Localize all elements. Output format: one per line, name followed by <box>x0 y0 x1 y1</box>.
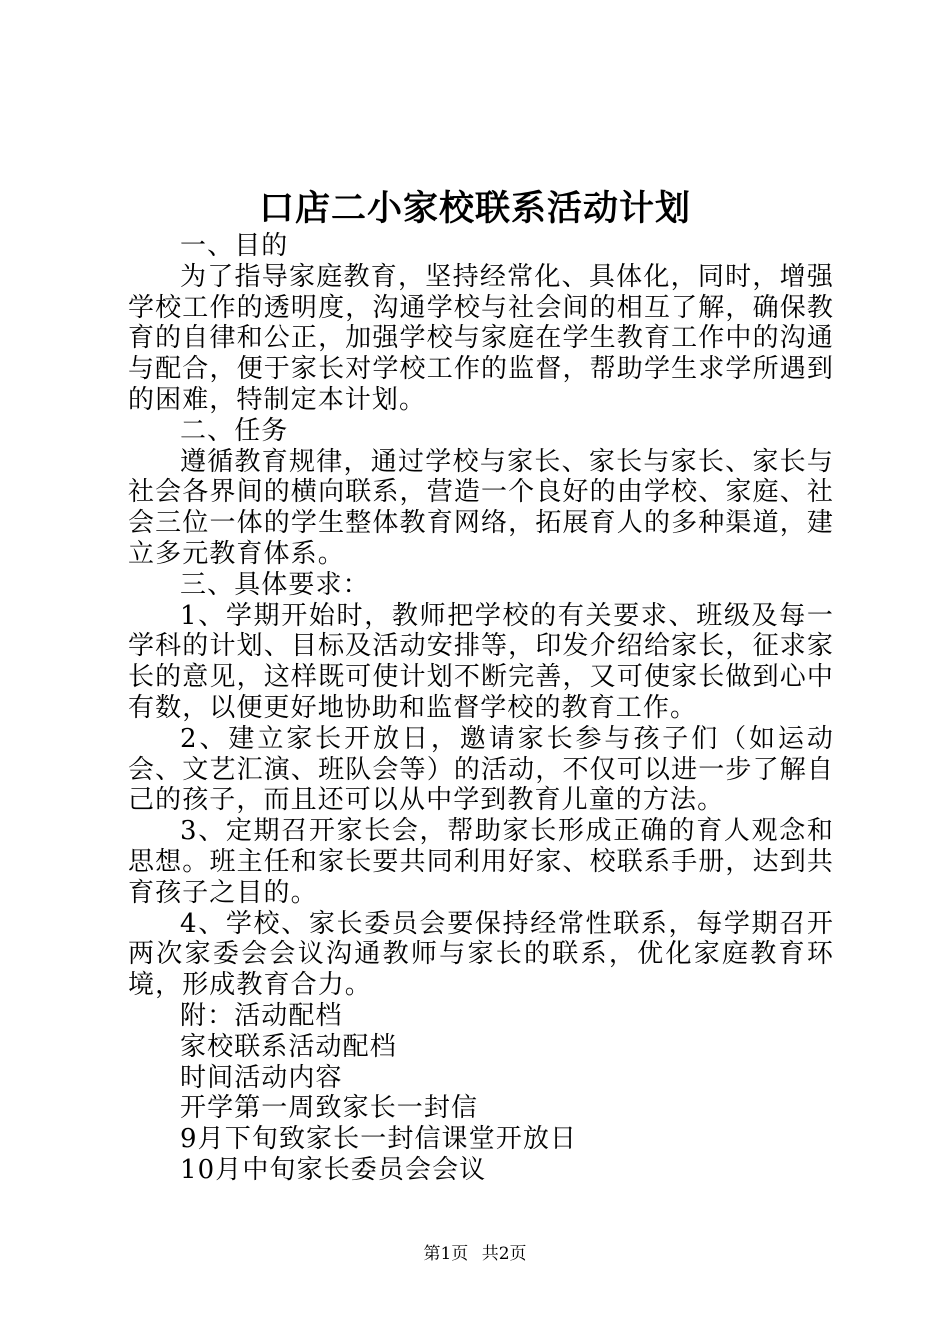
paragraph-purpose: 为了指导家庭教育，坚持经常化、具体化，同时，增强学校工作的透明度，沟通学校与社会间的相互了解，确保教育的自律和公正，加强学校与家庭在学生教育工作中的沟通与配合，便于家长对学校工作的监督，帮助学生求学所遇到的困难，特制定本计划。 <box>128 261 834 415</box>
appendix-table-header: 时间活动内容 <box>180 1062 343 1093</box>
appendix-heading: 附：活动配档 <box>180 1000 343 1031</box>
appendix-row: 开学第一周致家长一封信 <box>180 1093 479 1124</box>
paragraph-tasks: 遵循教育规律，通过学校与家长、家长与家长、家长与社会各界间的横向联系，营造一个良好的由学校、家庭、社会三位一体的学生整体教育网络，拓展育人的多种渠道，建立多元教育体系。 <box>128 446 834 569</box>
section-heading-purpose: 一、目的 <box>180 231 289 261</box>
requirement-item-4: 4、学校、家长委员会要保持经常性联系，每学期召开两次家委会会议沟通教师与家长的联系，优化家庭教育环境，形成教育合力。 <box>128 908 834 1001</box>
appendix-row: 9月下旬致家长一封信课堂开放日 <box>180 1124 578 1155</box>
section-heading-requirements: 三、具体要求： <box>180 569 370 600</box>
appendix-subtitle: 家校联系活动配档 <box>180 1031 397 1062</box>
section-heading-tasks: 二、任务 <box>180 415 289 446</box>
page-number: 第1页 <box>423 1244 469 1264</box>
page-footer <box>0 1243 950 1265</box>
document-body <box>128 231 834 1186</box>
requirement-item-1: 1、学期开始时，教师把学校的有关要求、班级及每一学科的计划、目标及活动安排等，印发介绍给家长，征求家长的意见，这样既可使计划不断完善，又可使家长做到心中有数，以便更好地协助和监督学校的教育工作。 <box>128 600 834 723</box>
appendix-row: 10月中旬家长委员会会议 <box>180 1154 487 1185</box>
requirement-item-3: 3、定期召开家长会，帮助家长形成正确的育人观念和思想。班主任和家长要共同利用好家、校联系手册，达到共育孩子之目的。 <box>128 816 834 908</box>
requirement-item-2: 2、建立家长开放日，邀请家长参与孩子们（如运动会、文艺汇演、班队会等）的活动，不仅可以进一步了解自己的孩子，而且还可以从中学到教育儿童的方法。 <box>128 723 834 816</box>
document-title: 口店二小家校联系活动计划 <box>258 188 691 229</box>
page-total: 共2页 <box>481 1244 527 1264</box>
